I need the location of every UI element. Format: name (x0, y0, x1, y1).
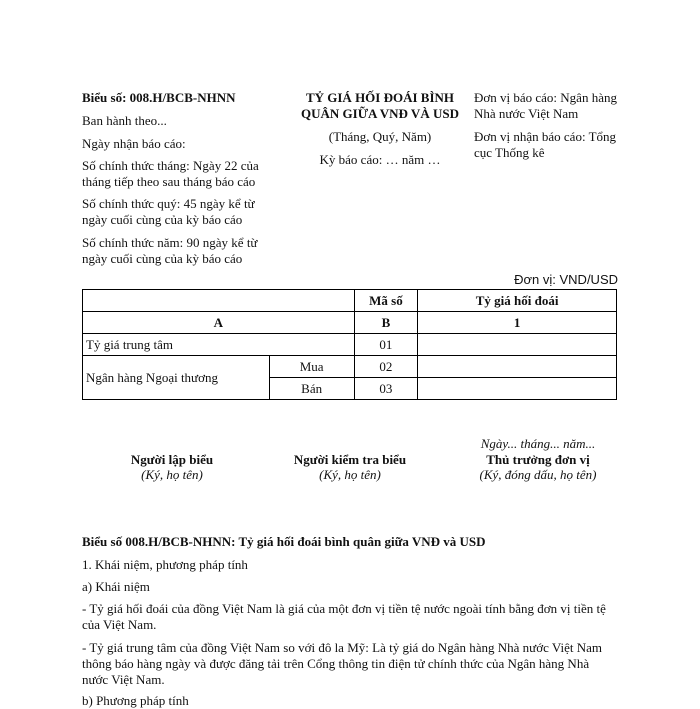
section-heading: Biểu số 008.H/BCB-NHNN: Tỷ giá hối đoái bình quân giữa VNĐ và USD (82, 534, 486, 549)
preparer-note: (Ký, họ tên) (141, 467, 203, 482)
table-header-rate: Tỷ giá hối đoái (418, 290, 617, 312)
exchange-rate-table (82, 289, 617, 400)
paragraph-2: - Tỷ giá trung tâm của đồng Việt Nam so với đô la Mỹ: Là tỷ giá do Ngân hàng Nhà nước Việt Nam thông báo hàng ngày và được đăng tải trên Cổng thông tin điện tử chính thức của Ngân hàng Nhà nước Việt Nam. (82, 640, 602, 687)
value-central (418, 334, 617, 356)
value-sell (418, 378, 617, 400)
code-central: 01 (354, 334, 418, 356)
report-period: Kỳ báo cáo: … năm … (319, 152, 441, 167)
quarterly-deadline: Số chính thức quý: 45 ngày kể từ ngày cuối cùng của kỳ báo cáo (82, 196, 255, 227)
row-buy: Mua (269, 356, 354, 378)
section-1: 1. Khái niệm, phương pháp tính (82, 557, 248, 572)
table-row (83, 356, 617, 378)
table-row (83, 290, 617, 312)
signature-date: Ngày... tháng... năm... (480, 436, 596, 451)
table-row (83, 334, 617, 356)
table-col-b: B (354, 312, 418, 334)
row-bank: Ngân hàng Ngoại thương (83, 356, 270, 400)
row-sell: Bán (269, 378, 354, 400)
value-buy (418, 356, 617, 378)
preparer-title: Người lập biểu (130, 452, 214, 467)
reporting-unit: Đơn vị báo cáo: Ngân hàng Nhà nước Việt Nam (474, 90, 617, 121)
code-buy: 02 (354, 356, 418, 378)
unit-label: Đơn vị: VND/USD (514, 272, 618, 287)
report-title: TỶ GIÁ HỐI ĐOÁI BÌNH QUÂN GIỮA VNĐ VÀ USD (301, 90, 459, 121)
checker-note: (Ký, họ tên) (319, 467, 381, 482)
checker-title: Người kiểm tra biểu (293, 452, 407, 467)
row-central-rate: Tỷ giá trung tâm (83, 334, 355, 356)
receive-date: Ngày nhận báo cáo: (82, 136, 186, 151)
table-col-a: A (83, 312, 355, 334)
issued-by: Ban hành theo... (82, 113, 167, 128)
receiving-unit: Đơn vị nhận báo cáo: Tổng cục Thống kê (474, 129, 617, 160)
report-period-type: (Tháng, Quý, Năm) (328, 129, 432, 144)
form-number: Biểu số: 008.H/BCB-NHNN (82, 90, 236, 105)
head-note: (Ký, đóng dấu, họ tên) (479, 467, 597, 482)
table-header-code: Mã số (354, 290, 418, 312)
monthly-deadline: Số chính thức tháng: Ngày 22 của tháng tiếp theo sau tháng báo cáo (82, 158, 259, 189)
head-title: Thủ trưởng đơn vị (486, 452, 590, 467)
sub-a: a) Khái niệm (82, 579, 150, 594)
table-col-1: 1 (418, 312, 617, 334)
sub-b: b) Phương pháp tính (82, 693, 189, 708)
paragraph-1: - Tỷ giá hối đoái của đồng Việt Nam là giá của một đơn vị tiền tệ nước ngoài tính bằng đơn vị tiền tệ của Việt Nam. (82, 601, 606, 632)
table-row (83, 312, 617, 334)
code-sell: 03 (354, 378, 418, 400)
yearly-deadline: Số chính thức năm: 90 ngày kể từ ngày cuối cùng của kỳ báo cáo (82, 235, 258, 266)
